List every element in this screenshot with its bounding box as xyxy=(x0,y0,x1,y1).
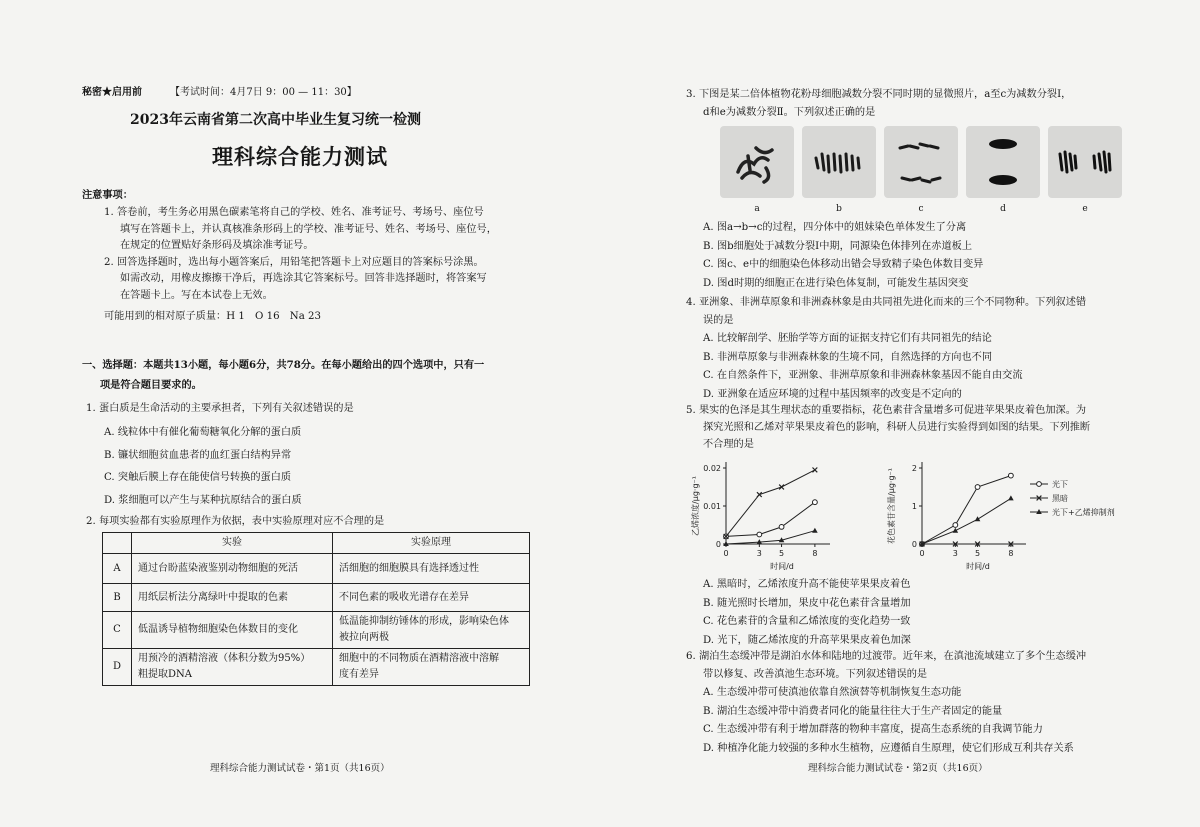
legend-label: 光下 xyxy=(1052,480,1068,489)
series-line xyxy=(726,470,815,537)
row-experiment: 低温诱导植物细胞染色体数目的变化 xyxy=(132,612,333,649)
y-tick-label: 0.02 xyxy=(703,464,721,473)
q1-option-b: B. 镰状细胞贫血患者的血红蛋白结构异常 xyxy=(104,449,292,461)
y-tick-label: 1 xyxy=(911,502,917,511)
micrograph-d xyxy=(966,126,1040,198)
principle-line: 低温能抑制纺锤体的形成，影响染色体 xyxy=(339,616,509,627)
row-principle xyxy=(333,612,530,649)
data-point xyxy=(975,516,981,521)
x-axis-label: 时间/d xyxy=(770,562,794,571)
table-header-row xyxy=(103,533,530,554)
micrograph-strip xyxy=(720,126,1120,216)
q6-option-d: D. 种植净化能力较强的多种水生植物，应遵循自生原理，使它们形成互利共存关系 xyxy=(703,742,1074,754)
q6-stem-cont: 带以修复、改善滇池生态环境。下列叙述错误的是 xyxy=(703,669,928,680)
q1-option-d: D. 浆细胞可以产生与某种抗原结合的蛋白质 xyxy=(104,494,302,506)
photo-label-e: e xyxy=(1082,204,1088,214)
y-tick-label: 2 xyxy=(911,464,917,473)
notes-heading: 注意事项： xyxy=(82,189,133,201)
data-point xyxy=(812,468,817,473)
row-label: A xyxy=(103,554,132,584)
q4-option-b: B. 非洲草原象与非洲森林象的生境不同，自然选择的方向也不同 xyxy=(703,351,993,363)
q3-option-a: A. 图a→b→c的过程，四分体中的姐妹染色单体发生了分离 xyxy=(703,222,967,233)
ethylene-chart xyxy=(676,452,852,582)
q3-option-c: C. 图c、e中的细胞染色体移动出错会导致精子染色体数目变异 xyxy=(703,259,984,270)
principle-line: 度有差异 xyxy=(339,669,379,680)
y-axis-label: 乙烯浓度/μg·g⁻¹ xyxy=(691,476,700,536)
y-axis-label: 花色素苷含量/μg·g⁻¹ xyxy=(887,468,896,544)
legend-label: 黑暗 xyxy=(1052,494,1068,503)
row-principle xyxy=(333,649,530,686)
q5-options xyxy=(703,576,911,650)
notes-line: 2. 回答选择题时，选出每小题答案后，用铅笔把答题卡上对应题目的答案标号涂黑。 xyxy=(104,256,484,268)
y-tick-label: 0.01 xyxy=(703,502,721,511)
q1-stem: 1. 蛋白质是生命活动的主要承担者，下列有关叙述错误的是 xyxy=(86,403,354,414)
series-line xyxy=(726,531,815,544)
data-point xyxy=(1008,495,1014,500)
table-header-cell: 实验原理 xyxy=(333,533,530,554)
x-tick-label: 8 xyxy=(1008,549,1014,558)
q3-option-b: B. 图b细胞处于减数分裂Ⅰ中期，同源染色体排列在赤道板上 xyxy=(703,240,973,252)
data-point xyxy=(812,500,817,505)
q4-option-d: D. 亚洲象在适应环境的过程中基因频率的改变是不定向的 xyxy=(703,388,962,400)
q5-stem-cont: 探究光照和乙烯对苹果果皮着色的影响，科研人员进行实验得到如图的结果。下列推断 xyxy=(703,422,1091,433)
principle-line: 被拉向两极 xyxy=(339,632,389,643)
notes-line: 在规定的位置贴好条形码及填涂准考证号。 xyxy=(120,240,314,251)
data-point xyxy=(1008,473,1013,478)
q3-options xyxy=(703,219,983,293)
legend-label: 光下+乙烯抑制剂 xyxy=(1052,508,1115,517)
q5-option-b: B. 随光照时长增加，果皮中花色素苷含量增加 xyxy=(703,597,911,609)
experiment-table xyxy=(102,532,530,686)
row-label: B xyxy=(103,584,132,612)
row-principle: 不同色素的吸收光谱存在差异 xyxy=(333,584,530,612)
q4-stem: 4. 亚洲象、非洲草原象和非洲森林象是由共同祖先进化而来的三个不同物种。下列叙述错 xyxy=(686,297,1087,308)
q6-option-b: B. 湖泊生态缓冲带中消费者同化的能量往往大于生产者固定的能量 xyxy=(703,705,1003,717)
data-point xyxy=(779,485,784,490)
photo-label-b: b xyxy=(836,204,842,214)
anthocyanin-chart xyxy=(872,452,1148,582)
table-row xyxy=(103,554,530,584)
q5-option-d: D. 光下，随乙烯浓度的升高苹果果皮着色加深 xyxy=(703,634,911,646)
q5-option-a: A. 黑暗时，乙烯浓度升高不能使苹果果皮着色 xyxy=(703,579,911,590)
micrograph-c xyxy=(884,126,958,198)
data-point xyxy=(779,525,784,530)
x-tick-label: 3 xyxy=(756,549,762,558)
row-experiment: 用纸层析法分离绿叶中提取的色素 xyxy=(132,584,333,612)
row-principle: 活细胞的细胞膜具有选择透过性 xyxy=(333,554,530,584)
footer-left: 理科综合能力测试试卷・第1页（共16页） xyxy=(210,763,390,774)
legend-marker xyxy=(1037,482,1042,487)
x-axis-label: 时间/d xyxy=(966,562,990,571)
exam-time: 【考试时间：4月7日 9：00 — 11：30】 xyxy=(170,87,357,98)
x-tick-label: 3 xyxy=(952,549,958,558)
q6-option-c: C. 生态缓冲带有利于增加群落的物种丰富度，提高生态系统的自我调节能力 xyxy=(703,724,1043,735)
q5-option-c: C. 花色素苷的含量和乙烯浓度的变化趋势一致 xyxy=(703,616,911,627)
q5-stem-cont2: 不合理的是 xyxy=(703,439,754,450)
table-row xyxy=(103,584,530,612)
principle-line: 细胞中的不同物质在酒精溶液中溶解 xyxy=(339,653,499,664)
q1-option-a: A. 线粒体中有催化葡萄糖氧化分解的蛋白质 xyxy=(104,427,302,438)
q6-options xyxy=(703,684,1074,758)
experiment-line: 粗提取DNA xyxy=(138,669,192,680)
q4-option-a: A. 比较解剖学、胚胎学等方面的证据支持它们有共同祖先的结论 xyxy=(703,333,992,344)
q3-option-d: D. 图d时期的细胞正在进行染色体复制，可能发生基因突变 xyxy=(703,277,969,289)
secret-label: 秘密★启用前 xyxy=(82,87,142,98)
photo-label-c: c xyxy=(918,204,924,214)
table-header-cell: 实验 xyxy=(132,533,333,554)
x-tick-label: 0 xyxy=(723,549,729,558)
data-point xyxy=(975,485,980,490)
row-experiment: 通过台盼蓝染液鉴别动物细胞的死活 xyxy=(132,554,333,584)
notes-line: 在答题卡上。写在本试卷上无效。 xyxy=(120,289,273,301)
q1-option-c: C. 突触后膜上存在能使信号转换的蛋白质 xyxy=(104,472,292,483)
y-tick-label: 0 xyxy=(911,540,917,549)
data-point xyxy=(757,492,762,497)
micrograph-e xyxy=(1048,126,1122,198)
data-point xyxy=(757,532,762,537)
x-tick-label: 5 xyxy=(975,549,981,558)
q2-stem: 2. 每项实验都有实验原理作为依据，表中实验原理对应不合理的是 xyxy=(86,516,385,527)
data-point xyxy=(953,523,958,528)
section-heading-cont: 项是符合题目要求的。 xyxy=(100,379,202,391)
micrograph-a xyxy=(720,126,794,198)
q3-stem-cont: d和e为减数分裂Ⅱ。下列叙述正确的是 xyxy=(703,107,876,118)
footer-right: 理科综合能力测试试卷・第2页（共16页） xyxy=(808,763,988,774)
q3-stem: 3. 下图是某二倍体植物花粉母细胞减数分裂不同时期的显微照片，a至c为减数分裂Ⅰ， xyxy=(686,89,1072,100)
row-label: C xyxy=(103,612,132,649)
atomic-mass: 可能用到的相对原子质量：H 1 O 16 Na 23 xyxy=(104,311,321,322)
q6-option-a: A. 生态缓冲带可使滇池依靠自然演替等机制恢复生态功能 xyxy=(703,687,962,698)
notes-line: 1. 答卷前，考生务必用黑色碳素笔将自己的学校、姓名、准考证号、考场号、座位号 xyxy=(104,207,484,218)
notes-line: 填写在答题卡上，并认真核准条形码上的学校、准考证号、姓名、考场号、座位号， xyxy=(120,223,497,235)
series-line xyxy=(922,476,1011,544)
exam-title: 2023年云南省第二次高中毕业生复习统一检测 xyxy=(130,112,421,128)
x-tick-label: 0 xyxy=(919,549,925,558)
q4-options xyxy=(703,330,1023,404)
data-point xyxy=(812,528,818,533)
row-label: D xyxy=(103,649,132,686)
photo-label-d: d xyxy=(1000,204,1006,214)
subject-title: 理科综合能力测试 xyxy=(212,144,388,169)
table-row xyxy=(103,649,530,686)
photo-label-a: a xyxy=(754,204,760,214)
x-tick-label: 8 xyxy=(812,549,818,558)
q6-stem: 6. 湖泊生态缓冲带是湖泊水体和陆地的过渡带。近年来，在滇池流域建立了多个生态缓冲 xyxy=(686,651,1087,662)
row-experiment xyxy=(132,649,333,686)
experiment-line: 用预冷的酒精溶液（体积分数为95%） xyxy=(138,653,311,664)
micrograph-b xyxy=(802,126,876,198)
q4-stem-cont: 误的是 xyxy=(703,315,734,326)
notes-body xyxy=(104,205,497,304)
q4-option-c: C. 在自然条件下，亚洲象、非洲草原象和非洲森林象基因不能自由交流 xyxy=(703,370,1023,381)
notes-line: 如需改动，用橡皮擦擦干净后，再选涂其它答案标号。回答非选择题时，将答案写 xyxy=(120,273,487,284)
y-tick-label: 0 xyxy=(715,540,721,549)
table-row xyxy=(103,612,530,649)
q1-options xyxy=(104,422,302,512)
q5-stem: 5. 果实的色泽是其生理状态的重要指标，花色素苷含量增多可促进苹果果皮着色加深。为 xyxy=(686,405,1087,416)
x-tick-label: 5 xyxy=(779,549,785,558)
section-heading: 一、选择题：本题共13小题，每小题6分，共78分。在每小题给出的四个选项中，只有一 xyxy=(82,359,485,371)
